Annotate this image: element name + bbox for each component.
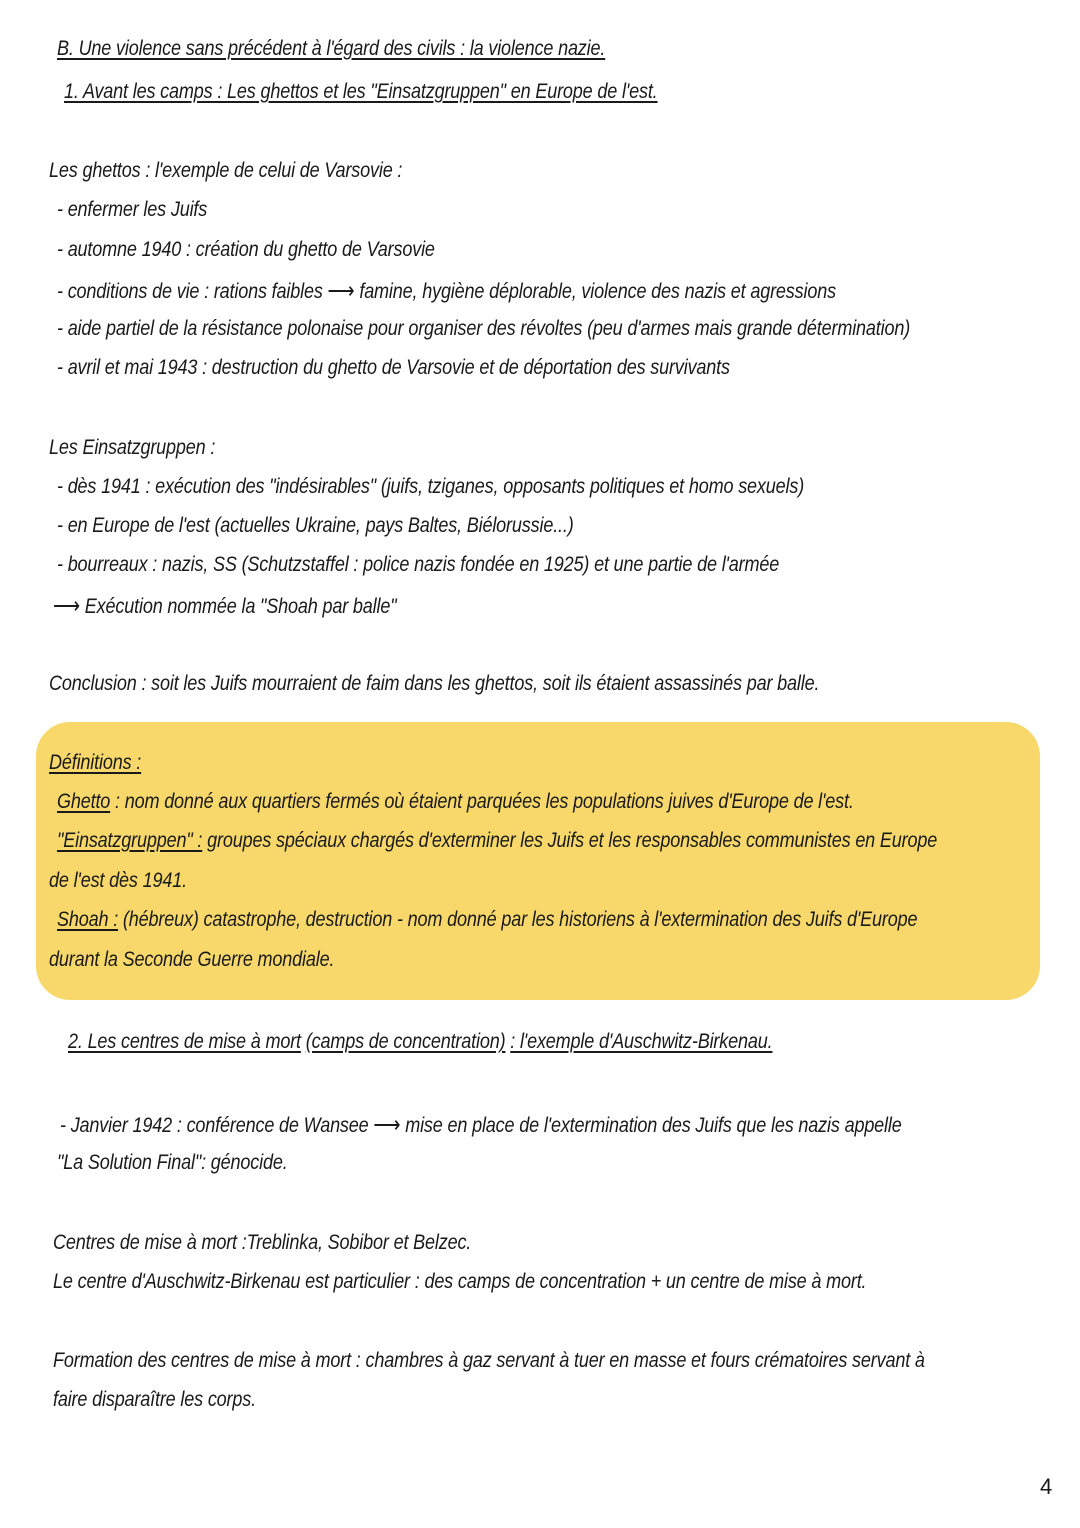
- einsatz-item-1: - dès 1941 : exécution des "indésirables" (juifs, tziganes, opposants politiques et homo sexuels): [57, 475, 805, 498]
- conclusion: Conclusion : soit les Juifs mourraient de faim dans les ghettos, soit ils étaient assassinés par balle.: [49, 672, 820, 695]
- subsection-2-title: [68, 1030, 772, 1054]
- subsection-1-text: 1. Avant les camps : Les ghettos et les "Einsatzgruppen" en Europe de l'est.: [64, 80, 658, 103]
- definition-shoah: [57, 908, 917, 932]
- wansee-line-cont: "La Solution Final": génocide.: [57, 1151, 288, 1174]
- ghettos-item-4: - aide partiel de la résistance polonaise pour organiser des révoltes (peu d'armes mais grande détermination): [57, 317, 911, 340]
- definition-ghetto-text: : nom donné aux quartiers fermés où étaient parquées les populations juives d'Europe de l'est.: [115, 790, 854, 813]
- centres-line: Centres de mise à mort :Treblinka, Sobibor et Belzec.: [53, 1231, 472, 1254]
- definition-ghetto-term: Ghetto: [57, 790, 111, 813]
- arrow-icon: ⟶: [373, 1112, 401, 1137]
- definition-ghetto: [57, 790, 854, 814]
- definition-einsatz: [57, 829, 937, 853]
- ghettos-item-3: [57, 278, 836, 304]
- definition-shoah-cont: durant la Seconde Guerre mondiale.: [49, 948, 335, 971]
- wansee-text: - Janvier 1942 : conférence de Wansee: [60, 1114, 369, 1137]
- auschwitz-line: Le centre d'Auschwitz-Birkenau est particulier : des camps de concentration + un centre de mise à mort.: [53, 1270, 867, 1293]
- wansee-consequence: mise en place de l'extermination des Juifs que les nazis appelle: [405, 1114, 902, 1137]
- ghettos-item-2: - automne 1940 : création du ghetto de Varsovie: [57, 238, 435, 261]
- ghettos-item-1: - enfermer les Juifs: [57, 198, 208, 221]
- formation-line: Formation des centres de mise à mort : chambres à gaz servant à tuer en masse et fours crématoires servant à: [53, 1349, 925, 1372]
- definition-einsatz-term: "Einsatzgruppen" :: [57, 829, 203, 852]
- arrow-icon: ⟶: [53, 593, 80, 618]
- ghettos-item-5: - avril et mai 1943 : destruction du ghetto de Varsovie et de déportation des survivants: [57, 356, 730, 379]
- definitions-heading: Définitions :: [49, 751, 142, 774]
- ghettos-heading: Les ghettos : l'exemple de celui de Varsovie :: [49, 159, 403, 182]
- section-b-title: B. Une violence sans précédent à l'égard des civils : la violence nazie.: [57, 37, 606, 60]
- subsection-2-title-a: 2. Les centres de mise à mort: [68, 1030, 301, 1053]
- formation-line-cont: faire disparaître les corps.: [53, 1388, 256, 1411]
- definition-shoah-text: (hébreux) catastrophe, destruction - nom donné par les historiens à l'extermination des Juifs d'Europe: [122, 908, 918, 931]
- ghettos-item-3-text: - conditions de vie : rations faibles: [57, 280, 323, 303]
- definition-einsatz-text: groupes spéciaux chargés d'exterminer les Juifs et les responsables communistes en Europe: [207, 829, 938, 852]
- wansee-line: [60, 1112, 902, 1138]
- definition-shoah-term: Shoah :: [57, 908, 119, 931]
- einsatz-result-text: Exécution nommée la "Shoah par balle": [84, 595, 397, 618]
- subsection-2-title-b: (camps de concentration): [305, 1030, 506, 1053]
- definition-einsatz-cont: de l'est dès 1941.: [49, 869, 187, 892]
- einsatz-item-3: - bourreaux : nazis, SS (Schutzstaffel : police nazis fondée en 1925) et une partie de l'armée: [57, 553, 780, 576]
- einsatz-result: [53, 593, 396, 619]
- ghettos-item-3-consequence: famine, hygiène déplorable, violence des nazis et agressions: [359, 280, 836, 303]
- einsatz-item-2: - en Europe de l'est (actuelles Ukraine, pays Baltes, Biélorussie...): [57, 514, 574, 537]
- subsection-1-title: [64, 80, 658, 104]
- arrow-icon: ⟶: [327, 278, 355, 303]
- page-number: 4: [1040, 1474, 1053, 1499]
- einsatz-heading: Les Einsatzgruppen :: [49, 436, 216, 459]
- subsection-2-title-c: : l'exemple d'Auschwitz-Birkenau.: [510, 1030, 773, 1053]
